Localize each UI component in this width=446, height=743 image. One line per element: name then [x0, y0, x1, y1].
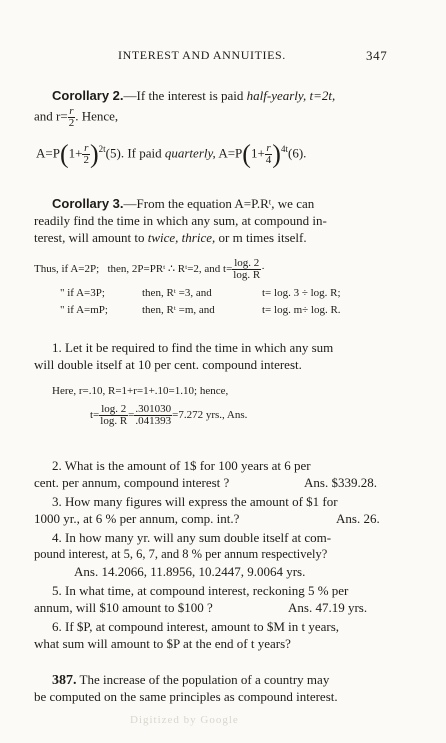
compound-formulas: A=P(1+ $\frac{r}{2}$ )$^{2t}$(5). If paid quarterly, A=P(1+ $\frac{r}{4}$ )$^{4t}$(6). — [36, 139, 307, 169]
problem-4-answer: Ans. 14.2066, 11.8956, 10.2447, 9.0064 yrs. — [74, 564, 306, 579]
running-header: INTEREST AND ANNUITIES. — [118, 48, 286, 62]
problem-2-answer: Ans. $339.28. — [304, 475, 377, 490]
thus-row-3: " if A=mP; then, Rᵗ =m, and t= log. m÷ log. R. — [60, 304, 341, 316]
problem-5-answer: Ans. 47.19 yrs. — [288, 600, 368, 615]
thus-row-2: " if A=3P; then, Rᵗ =3, and t= log. 3 ÷ log. R; — [60, 287, 341, 299]
example-1-line2: will double itself at 10 per cent. compound interest. — [34, 357, 302, 372]
problem-5-line2: annum, will $10 amount to $100 ? Ans. 47.19 yrs. — [34, 600, 368, 615]
corollary-3-line2: readily find the time in which any sum, at compound in- — [34, 213, 327, 228]
example-1-here: Here, r=.10, R=1+r=1+.10=1.10; hence, — [52, 385, 229, 397]
problem-4-line1: 4. In how many yr. will any sum double itself at com- — [52, 530, 332, 545]
problem-6-line1: 6. If $P, at compound interest, amount to $M in t years, — [52, 619, 340, 634]
page-number: 347 — [366, 48, 388, 63]
section-387-line2: be computed on the same principles as compound interest. — [34, 689, 338, 704]
example-1-solution: t= $\frac{\log. 2}{\log. R}$ = $\frac{.301030}{.041393}$ =7.272 yrs., Ans. — [90, 403, 248, 427]
example-1-line1: 1. Let it be required to find the time in which any sum — [52, 340, 334, 355]
problem-5-line1: 5. In what time, at compound interest, reckoning 5 % per — [52, 583, 349, 598]
problem-6-line2: what sum will amount to $P at the end of t years? — [34, 636, 291, 651]
corollary-3-line1: Corollary 3.—From the equation A=P.Rᵗ, we can — [52, 196, 315, 211]
corollary-3-label: Corollary 3. — [52, 196, 124, 211]
corollary-2-label: Corollary 2. — [52, 88, 124, 103]
problem-3-line2: 1000 yr., at 6 % per annum, comp. int.? Ans. 26. — [34, 511, 380, 526]
section-387-line1: 387. The increase of the population of a country may — [52, 672, 330, 688]
corollary-3-line3: terest, will amount to twice, thrice, or m times itself. — [34, 230, 307, 245]
problem-2-line1: 2. What is the amount of 1$ for 100 years at 6 per — [52, 458, 311, 473]
problem-3-answer: Ans. 26. — [336, 511, 380, 526]
problem-4-line2: pound interest, at 5, 6, 7, and 8 % per annum respectively? — [34, 547, 328, 561]
problem-2-line2: cent. per annum, compound interest ? Ans. $339.28. — [34, 475, 377, 490]
section-number: 387. — [52, 673, 77, 688]
watermark: Digitized by Google — [130, 714, 239, 726]
thus-row-1: Thus, if A=2P; then, 2P=PRᵗ ∴ Rᵗ=2, and t= $\frac{\log. 2}{\log. R}$ · — [34, 257, 265, 281]
corollary-2-line1: Corollary 2.—If the interest is paid half-yearly, t=2t, — [52, 88, 336, 103]
problem-3-line1: 3. How many figures will express the amount of $1 for — [52, 494, 338, 509]
corollary-2-line2: and r= $\frac{r}{2}$ . Hence, — [34, 105, 119, 129]
